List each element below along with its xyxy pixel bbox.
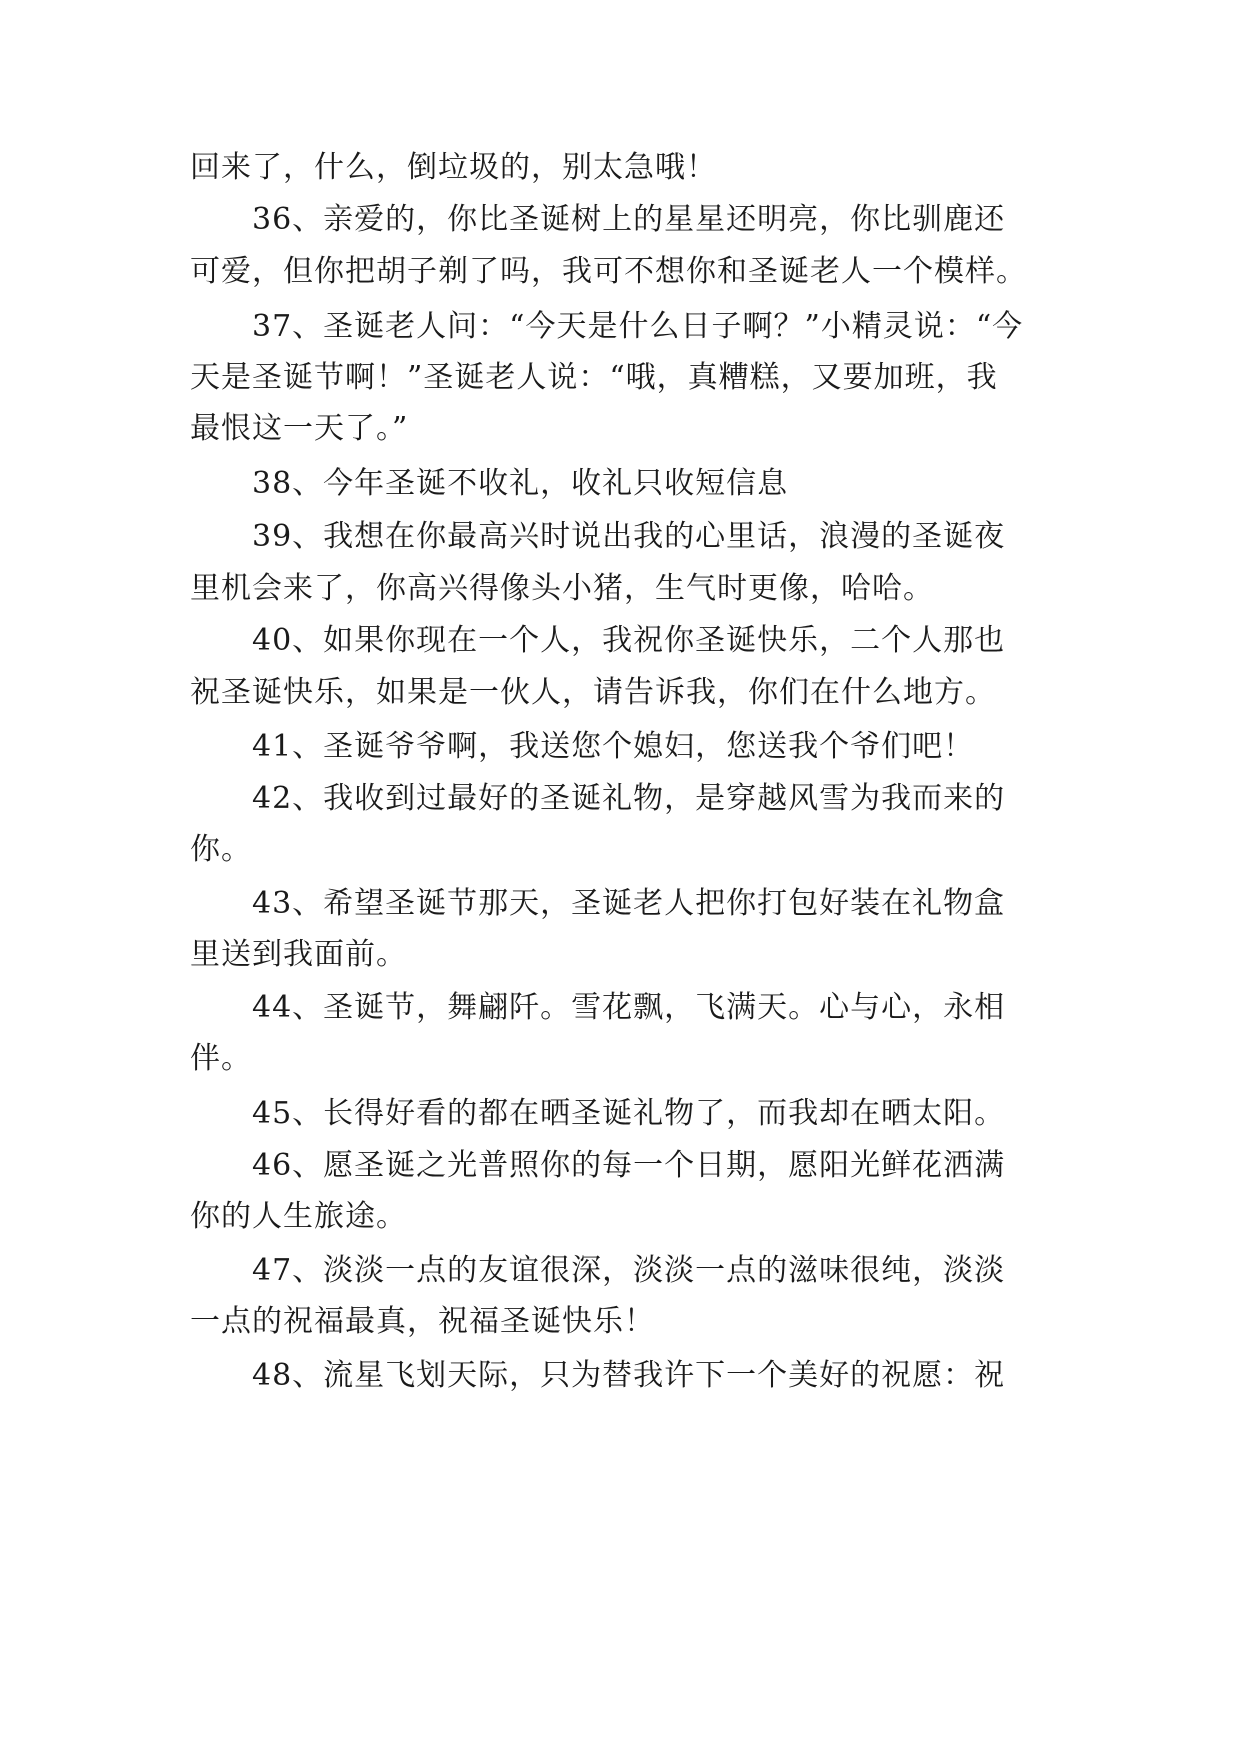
text-line: 36、亲爱的，你比圣诞树上的星星还明亮，你比驯鹿还 <box>252 202 1006 237</box>
text-line: 你的人生旅途。 <box>190 1199 407 1234</box>
text-line: 一点的祝福最真，祝福圣诞快乐！ <box>190 1304 655 1339</box>
text-line: 43、希望圣诞节那天，圣诞老人把你打包好装在礼物盒 <box>252 886 1006 921</box>
text-line: 48、流星飞划天际，只为替我许下一个美好的祝愿：祝 <box>252 1358 1006 1393</box>
text-line: 天是圣诞节啊！”圣诞老人说：“哦，真糟糕，又要加班，我 <box>190 360 998 395</box>
text-line: 40、如果你现在一个人，我祝你圣诞快乐，二个人那也 <box>252 623 1006 658</box>
text-line: 37、圣诞老人问：“今天是什么日子啊？”小精灵说：“今 <box>252 309 1024 344</box>
text-line: 39、我想在你最高兴时说出我的心里话，浪漫的圣诞夜 <box>252 519 1006 554</box>
text-line: 46、愿圣诞之光普照你的每一个日期，愿阳光鲜花洒满 <box>252 1148 1006 1183</box>
text-line: 44、圣诞节，舞翩阡。雪花飘，飞满天。心与心，永相 <box>252 990 1006 1025</box>
text-line: 你。 <box>190 832 252 867</box>
text-line: 里送到我面前。 <box>190 937 407 972</box>
text-line: 里机会来了，你高兴得像头小猪，生气时更像，哈哈。 <box>190 571 934 606</box>
text-line: 42、我收到过最好的圣诞礼物，是穿越风雪为我而来的 <box>252 781 1006 816</box>
text-line: 祝圣诞快乐，如果是一伙人，请告诉我，你们在什么地方。 <box>190 675 996 710</box>
text-line: 回来了，什么，倒垃圾的，别太急哦！ <box>190 150 717 185</box>
text-line: 45、长得好看的都在晒圣诞礼物了，而我却在晒太阳。 <box>252 1096 1006 1131</box>
text-line: 最恨这一天了。” <box>190 411 409 446</box>
text-line: 可爱，但你把胡子剃了吗，我可不想你和圣诞老人一个模样。 <box>190 254 1027 289</box>
text-line: 伴。 <box>190 1041 252 1076</box>
text-line: 41、圣诞爷爷啊，我送您个媳妇，您送我个爷们吧！ <box>252 729 975 764</box>
text-line: 38、今年圣诞不收礼，收礼只收短信息 <box>252 466 789 501</box>
text-line: 47、淡淡一点的友谊很深，淡淡一点的滋味很纯，淡淡 <box>252 1253 1006 1288</box>
